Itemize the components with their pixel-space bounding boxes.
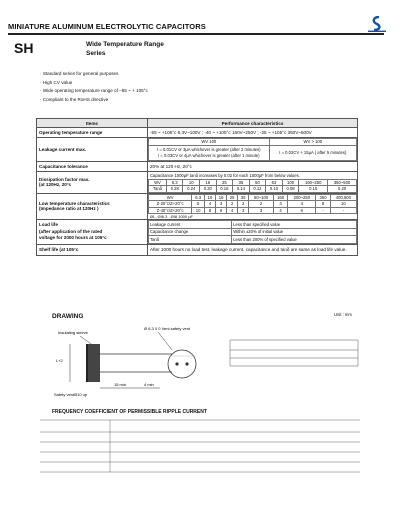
- ltc-label-1: Low temperature characteristics: [39, 201, 110, 207]
- ltc-note: ØL, ØI6.3 , ØI8 1000 μF: [150, 214, 193, 219]
- row-op-temp: [37, 128, 358, 138]
- df-tan-row: [149, 186, 357, 193]
- spec-table: [36, 118, 358, 256]
- df-tan-cell: 0.28: [166, 186, 183, 193]
- ltc-r1-cell: 2: [249, 201, 274, 208]
- ltc-wv-cell: 6.3: [192, 194, 205, 201]
- ltc-r2-cell: 8: [204, 207, 215, 214]
- end-view-lead: [175, 362, 178, 365]
- df-tan-cell: Tanδ: [149, 186, 167, 193]
- df-tan-cell: 0.10: [266, 186, 283, 193]
- series-name-line1: Wide Temperature Range: [86, 41, 164, 48]
- feature-item: · Wide operating temperature range of –55 ~ + 105°c: [40, 87, 148, 96]
- df-subtable: [148, 179, 357, 193]
- df-wv-cell: 100: [282, 179, 299, 186]
- load-criteria: Within ±20% of initial value: [232, 228, 357, 236]
- leakage-wv-low: WV 100: [149, 139, 270, 146]
- ltc-r1-cell: 8: [316, 201, 330, 208]
- lead-length-label: L+2: [56, 358, 63, 363]
- capacitor-drawing: [40, 320, 380, 400]
- ltc-r2-cell: 4: [227, 207, 238, 214]
- dimension-table: [230, 340, 358, 366]
- row-load-life: [37, 220, 358, 245]
- ltc-r1-cell: 2: [238, 201, 249, 208]
- series-code: SH: [14, 40, 34, 56]
- brand-logo-icon: [368, 16, 386, 32]
- df-label-1: Dissipation factor max.: [39, 177, 90, 182]
- end-view-lead: [185, 362, 188, 365]
- df-tan-cell: 0.14: [233, 186, 250, 193]
- ltc-wv-cell: 350: [316, 194, 330, 201]
- load-label-2: (after application of the rated: [39, 228, 103, 234]
- load-item: Leakage current: [149, 221, 232, 229]
- header-rule: [8, 33, 384, 35]
- ltc-wv-cell: 25: [227, 194, 238, 201]
- col-performance: Performance characteristics: [148, 119, 358, 128]
- df-wv-cell: 350~500: [328, 179, 357, 186]
- dim-15: 15 min: [114, 382, 127, 387]
- load-criteria: Less than 200% of specified value: [232, 236, 357, 244]
- row-shelf-life: [37, 244, 358, 255]
- ltc-r1-cell: 2: [227, 201, 238, 208]
- ltc-wv-cell: 35: [238, 194, 249, 201]
- load-label-3: voltage for 2000 hours at 105°c: [39, 235, 107, 240]
- df-wv-cell: 10: [183, 179, 200, 186]
- end-view-outline: [168, 350, 196, 378]
- df-label-2: (at 120Hz, 20°c: [39, 182, 72, 187]
- df-note: Capacitance 1000μF tanδ increases by 0.02 for each 1000μF from below values.: [150, 172, 300, 178]
- df-wv-cell: 35: [233, 179, 250, 186]
- leakage-wv-high: WV > 100: [269, 139, 356, 146]
- load-subtable: [148, 220, 357, 244]
- op-temp-label: Operating temperature range: [37, 128, 148, 138]
- ltc-label-2: (Impedance ratio at 120Hz ): [39, 206, 99, 212]
- ripple-table: [40, 418, 370, 498]
- dim-4: 4 min: [144, 382, 154, 387]
- ltc-r1-cell: 3: [273, 201, 287, 208]
- ltc-r2-cell: 6: [288, 207, 316, 214]
- df-tan-cell: 0.16: [216, 186, 233, 193]
- ltc-r2-cell: Z-40°c/Z+20°c: [149, 207, 192, 214]
- ltc-wv-cell: 16: [216, 194, 227, 201]
- feature-list: [40, 70, 148, 104]
- ltc-r1-cell: 10: [330, 201, 356, 208]
- df-tan-cell: 0.12: [249, 186, 266, 193]
- feature-item: · Standard series for general purposes: [40, 70, 148, 79]
- feature-item: · High CV value: [40, 79, 148, 88]
- vent-label: Ø 6.3 0 0 Vent safety vent: [144, 326, 191, 331]
- shelf-label: Shelf life (at 105°c: [37, 244, 148, 255]
- load-item: Tanδ: [149, 236, 232, 244]
- series-name: [86, 41, 164, 58]
- ltc-r2-cell: -: [316, 207, 330, 214]
- row-cap-tol: [37, 161, 358, 171]
- df-tan-cell: 0.20: [328, 186, 357, 193]
- ltc-wv-cell: 160: [273, 194, 287, 201]
- col-items: Items: [37, 119, 148, 128]
- drawing-title: DRAWING: [52, 313, 84, 320]
- ltc-r1-cell: 3: [216, 201, 227, 208]
- ltc-wv-cell: 50~100: [249, 194, 274, 201]
- ltc-r2-cell: 3: [238, 207, 249, 214]
- document-title: MINIATURE ALUMINUM ELECTROLYTIC CAPACITORS: [8, 22, 206, 31]
- feature-item: · Compliant to the RoHS directive: [40, 96, 148, 105]
- ltc-r2-cell: 3: [249, 207, 274, 214]
- leakage-low-2: I = 0.03CV or 4μA whichever is greater (after 1 minute): [158, 152, 260, 158]
- ltc-wv-cell: 10: [204, 194, 215, 201]
- df-wv-cell: WV: [149, 179, 167, 186]
- ltc-wv-cell: 200~250: [288, 194, 316, 201]
- capacitor-body: [88, 344, 100, 382]
- ripple-title: FREQUENCY COEFFICIENT OF PERMISSIBLE RIPPLE CURRENT: [52, 409, 207, 415]
- load-item: Capacitance change: [149, 228, 232, 236]
- safety-vent-label: Safety ventØ10 up: [54, 392, 88, 397]
- ltc-wv-cell: WV: [149, 194, 192, 201]
- df-wv-cell: 6.3: [166, 179, 183, 186]
- row-df: [37, 171, 358, 193]
- ltc-subtable: [148, 194, 357, 215]
- df-tan-cell: 0.24: [183, 186, 200, 193]
- shelf-value: After 1000 hours no load test, leakage current, capacitance and tanδ are same as load life value.: [148, 244, 358, 255]
- row-ltc: [37, 193, 358, 220]
- ltc-r2-cell: -: [330, 207, 356, 214]
- op-temp-value: -55 ~ +105°c 6.3V~100V ; -40 ~ +105°c 160V~250V ; -25 ~ +105°c 350V~500V: [148, 128, 358, 138]
- leakage-label: Leakage current max.: [37, 138, 148, 162]
- df-wv-cell: 25: [216, 179, 233, 186]
- ltc-r1-cell: Z-25°c/Z+20°c: [149, 201, 192, 208]
- df-tan-cell: 0.15: [299, 186, 328, 193]
- ltc-r2-row: [149, 207, 357, 214]
- df-wv-cell: 50: [249, 179, 266, 186]
- ltc-r2-cell: 6: [216, 207, 227, 214]
- ltc-r2-cell: 10: [192, 207, 205, 214]
- load-criteria: Less than specified value: [232, 221, 357, 229]
- spec-header-row: [37, 119, 358, 128]
- ltc-r1-cell: 5: [192, 201, 205, 208]
- cap-tol-value: 20% at 120 Hz, 20°c: [148, 161, 358, 171]
- load-label-1: Load life: [39, 222, 58, 227]
- insulating-sleeve-label: Insulating sleeve: [58, 330, 88, 335]
- df-wv-cell: 16: [200, 179, 217, 186]
- df-tan-cell: 0.08: [282, 186, 299, 193]
- leakage-low-1: I = 0.01CV or 3μA whichever is greater (after 2 minutes): [157, 146, 261, 152]
- ltc-r2-cell: 4: [273, 207, 287, 214]
- ltc-r1-cell: 4: [288, 201, 316, 208]
- df-wv-cell: 160~250: [299, 179, 328, 186]
- leakage-subtable: [148, 138, 357, 161]
- drawing-unit: Unit : mm: [334, 312, 352, 317]
- df-tan-cell: 0.20: [200, 186, 217, 193]
- leakage-high: I = 0.02CV + 15μA ( after 5 minutes): [269, 145, 356, 160]
- row-leakage: [37, 138, 358, 162]
- ltc-r1-cell: 4: [204, 201, 215, 208]
- df-wv-cell: 63: [266, 179, 283, 186]
- ltc-wv-cell: 400,500: [330, 194, 356, 201]
- series-name-line2: Series: [86, 49, 106, 57]
- cap-tol-label: Capacitance tolerance: [37, 161, 148, 171]
